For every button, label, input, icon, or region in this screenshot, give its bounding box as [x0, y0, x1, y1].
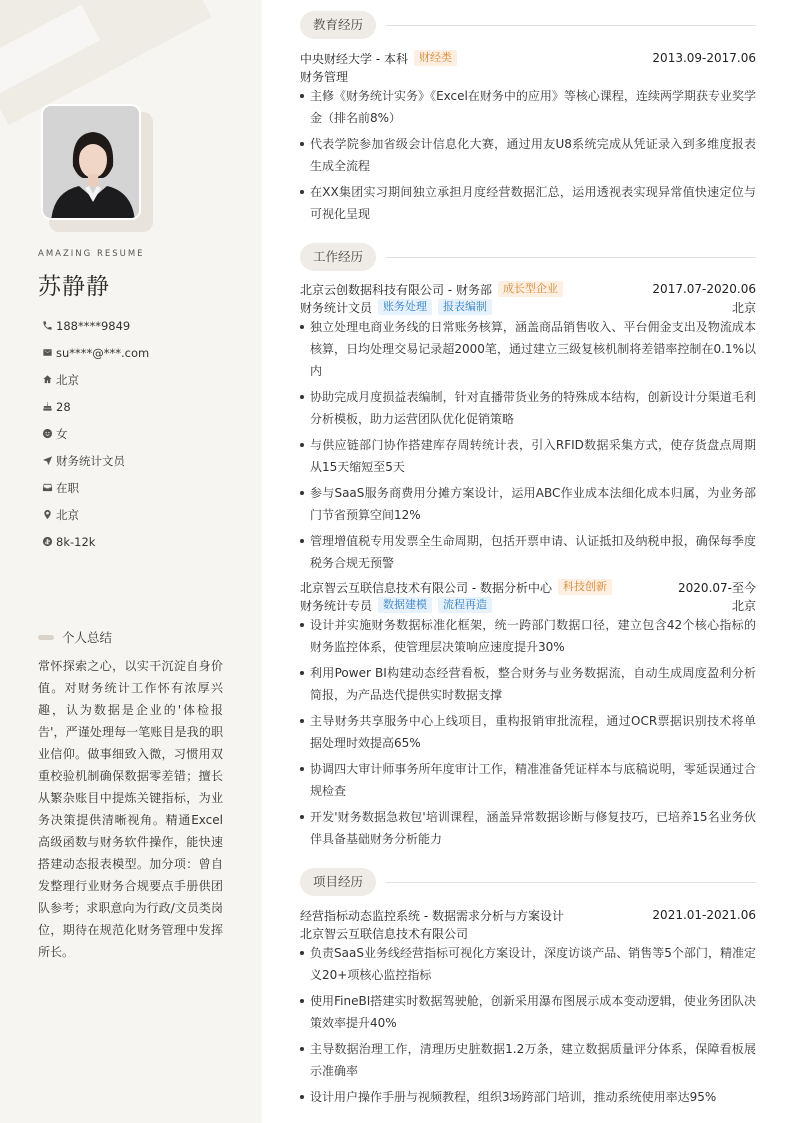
info-text: 在职	[56, 480, 79, 495]
job-tag: 科技创新	[558, 579, 612, 595]
info-age	[38, 393, 248, 420]
candidate-name: 苏静静	[38, 274, 110, 300]
list-item: 协调四大审计师事务所年度审计工作，精准准备凭证样本与底稿说明，零延误通过合规检查	[300, 758, 756, 802]
list-item: 主修《财务统计实务》《Excel在财务中的应用》等核心课程，连续两学期获专业奖学金（排名前8%）	[300, 85, 756, 129]
info-email	[38, 339, 248, 366]
list-item: 设计并实施财务数据标准化框架，统一跨部门数据口径，建立包含42个核心指标的财务监控体系，使管理层决策响应速度提升30%	[300, 614, 756, 658]
project-header	[300, 906, 756, 924]
project-company-row	[300, 924, 756, 942]
skill-tag: 报表编制	[438, 299, 492, 315]
project-bullets	[300, 942, 756, 1112]
section-divider	[386, 25, 756, 26]
section-work	[300, 243, 756, 271]
section-title: 工作经历	[300, 243, 376, 271]
summary-text: 常怀探索之心，以实干沉淀自身价值。对财务统计工作怀有浓厚兴趣，认为数据是企业的'体检报告'，严谨处理每一笔账目是我的职业信仰。做事细致入微，习惯用双重校验机制确保数据零差错；擅长从繁杂账目中提炼关键指标，为业务决策提供清晰视角。精通Excel高级函数与财务软件操作，能快速搭建动态报表模型。加分项：曾自发整理行业财务合规要点手册供团队参考；求职意向为行政/文员类岗位，期待在规范化财务管理中发挥所长。	[38, 659, 223, 959]
job-role: 财务统计专员	[300, 598, 373, 613]
section-project	[300, 868, 756, 896]
info-text: 188****9849	[56, 318, 131, 333]
skill-tag: 数据建模	[378, 597, 432, 613]
list-item: 参与SaaS服务商费用分摊方案设计，运用ABC作业成本法细化成本归属，为业务部门节省预算空间12%	[300, 482, 756, 526]
brand-label: AMAZING RESUME	[38, 249, 145, 259]
info-location	[38, 501, 248, 528]
gender-icon	[38, 428, 56, 439]
cake-icon	[38, 401, 56, 412]
summary-title-bar	[38, 635, 54, 640]
job-role-row	[300, 596, 756, 614]
list-item: 管理增值税专用发票全生命周期，包括开票申请、认证抵扣及纳税申报，确保每季度税务合规无预警	[300, 530, 756, 574]
send-icon	[38, 455, 56, 466]
job-header	[300, 578, 756, 596]
info-status	[38, 474, 248, 501]
job-tag: 成长型企业	[498, 281, 563, 297]
job-bullets	[300, 316, 756, 578]
info-salary	[38, 528, 248, 555]
info-home	[38, 366, 248, 393]
info-text: su****@***.com	[56, 345, 150, 360]
skill-tag: 账务处理	[378, 299, 432, 315]
section-divider	[386, 257, 756, 258]
mail-icon	[38, 347, 56, 358]
job-date: 2020.07-至今	[678, 580, 756, 595]
phone-icon	[38, 320, 56, 331]
info-text: 28	[56, 399, 71, 414]
project-date: 2021.01-2021.06	[652, 908, 756, 922]
sidebar	[0, 0, 262, 1123]
info-text: 北京	[56, 507, 79, 522]
job-header	[300, 280, 756, 298]
info-position	[38, 447, 248, 474]
info-text: 北京	[56, 372, 79, 387]
project-company: 北京智云互联信息技术有限公司	[300, 926, 469, 941]
list-item: 主导数据治理工作，清理历史脏数据1.2万条，建立数据质量评分体系，保障看板展示准确率	[300, 1038, 756, 1082]
education-date: 2013.09-2017.06	[652, 51, 756, 65]
project-name: 经营指标动态监控系统 - 数据需求分析与方案设计	[300, 908, 564, 923]
list-item: 协助完成月度损益表编制，针对直播带货业务的特殊成本结构，创新设计分渠道毛利分析模板，助力运营团队优化促销策略	[300, 386, 756, 430]
info-phone	[38, 312, 248, 339]
section-title: 项目经历	[300, 868, 376, 896]
list-item: 与供应链部门协作搭建库存周转统计表，引入RFID数据采集方式，使存货盘点周期从15天缩短至5天	[300, 434, 756, 478]
job-bullets	[300, 614, 756, 854]
job-company: 北京智云互联信息技术有限公司 - 数据分析中心	[300, 580, 552, 595]
education-major-row	[300, 67, 756, 85]
school-name: 中央财经大学 - 本科	[300, 51, 408, 66]
education-major: 财务管理	[300, 69, 349, 84]
list-item: 开发'财务数据急救包'培训课程，涵盖异常数据诊断与修复技巧，已培养15名业务伙伴具备基础财务分析能力	[300, 806, 756, 850]
info-gender	[38, 420, 248, 447]
summary-title	[38, 628, 112, 646]
list-item: 设计用户操作手册与视频教程，组织3场跨部门培训，推动系统使用率达95%	[300, 1086, 756, 1108]
salary-icon	[38, 536, 56, 547]
list-item: 独立处理电商业务线的日常账务核算，涵盖商品销售收入、平台佣金支出及物流成本核算，日均处理交易记录超2000笔，通过建立三级复核机制将差错率控制在0.1%以内	[300, 316, 756, 382]
school-tag: 财经类	[414, 50, 457, 66]
info-text: 财务统计文员	[56, 453, 125, 468]
info-text: 8k-12k	[56, 534, 96, 549]
section-title: 教育经历	[300, 11, 376, 39]
avatar-photo	[41, 104, 141, 220]
list-item: 代表学院参加省级会计信息化大赛，通过用友U8系统完成从凭证录入到多维度报表生成全流程	[300, 133, 756, 177]
list-item: 利用Power BI构建动态经营看板，整合财务与业务数据流，自动生成周度盈利分析简报，为产品迭代提供实时数据支撑	[300, 662, 756, 706]
avatar	[41, 104, 141, 220]
job-company: 北京云创数据科技有限公司 - 财务部	[300, 282, 492, 297]
list-item: 负责SaaS业务线经营指标可视化方案设计，深度访谈产品、销售等5个部门，精准定义20+项核心监控指标	[300, 942, 756, 986]
list-item: 主导财务共享服务中心上线项目，重构报销审批流程，通过OCR票据识别技术将单据处理时效提高65%	[300, 710, 756, 754]
skill-tag: 流程再造	[438, 597, 492, 613]
job-city: 北京	[731, 300, 756, 315]
job-date: 2017.07-2020.06	[652, 282, 756, 296]
inbox-icon	[38, 482, 56, 493]
section-divider	[386, 882, 756, 883]
job-role-row	[300, 298, 756, 316]
location-icon	[38, 509, 56, 520]
info-text: 女	[56, 426, 68, 441]
list-item: 在XX集团实习期间独立承担月度经营数据汇总，运用透视表实现异常值快速定位与可视化呈现	[300, 181, 756, 225]
job-role: 财务统计文员	[300, 300, 373, 315]
job-city: 北京	[731, 598, 756, 613]
education-header	[300, 49, 756, 67]
summary-title-text: 个人总结	[62, 630, 113, 645]
home-icon	[38, 374, 56, 385]
contact-info	[38, 312, 248, 555]
section-education	[300, 11, 756, 39]
education-bullets	[300, 85, 756, 229]
list-item: 使用FineBI搭建实时数据驾驶舱，创新采用瀑布图展示成本变动逻辑，使业务团队决策效率提升40%	[300, 990, 756, 1034]
